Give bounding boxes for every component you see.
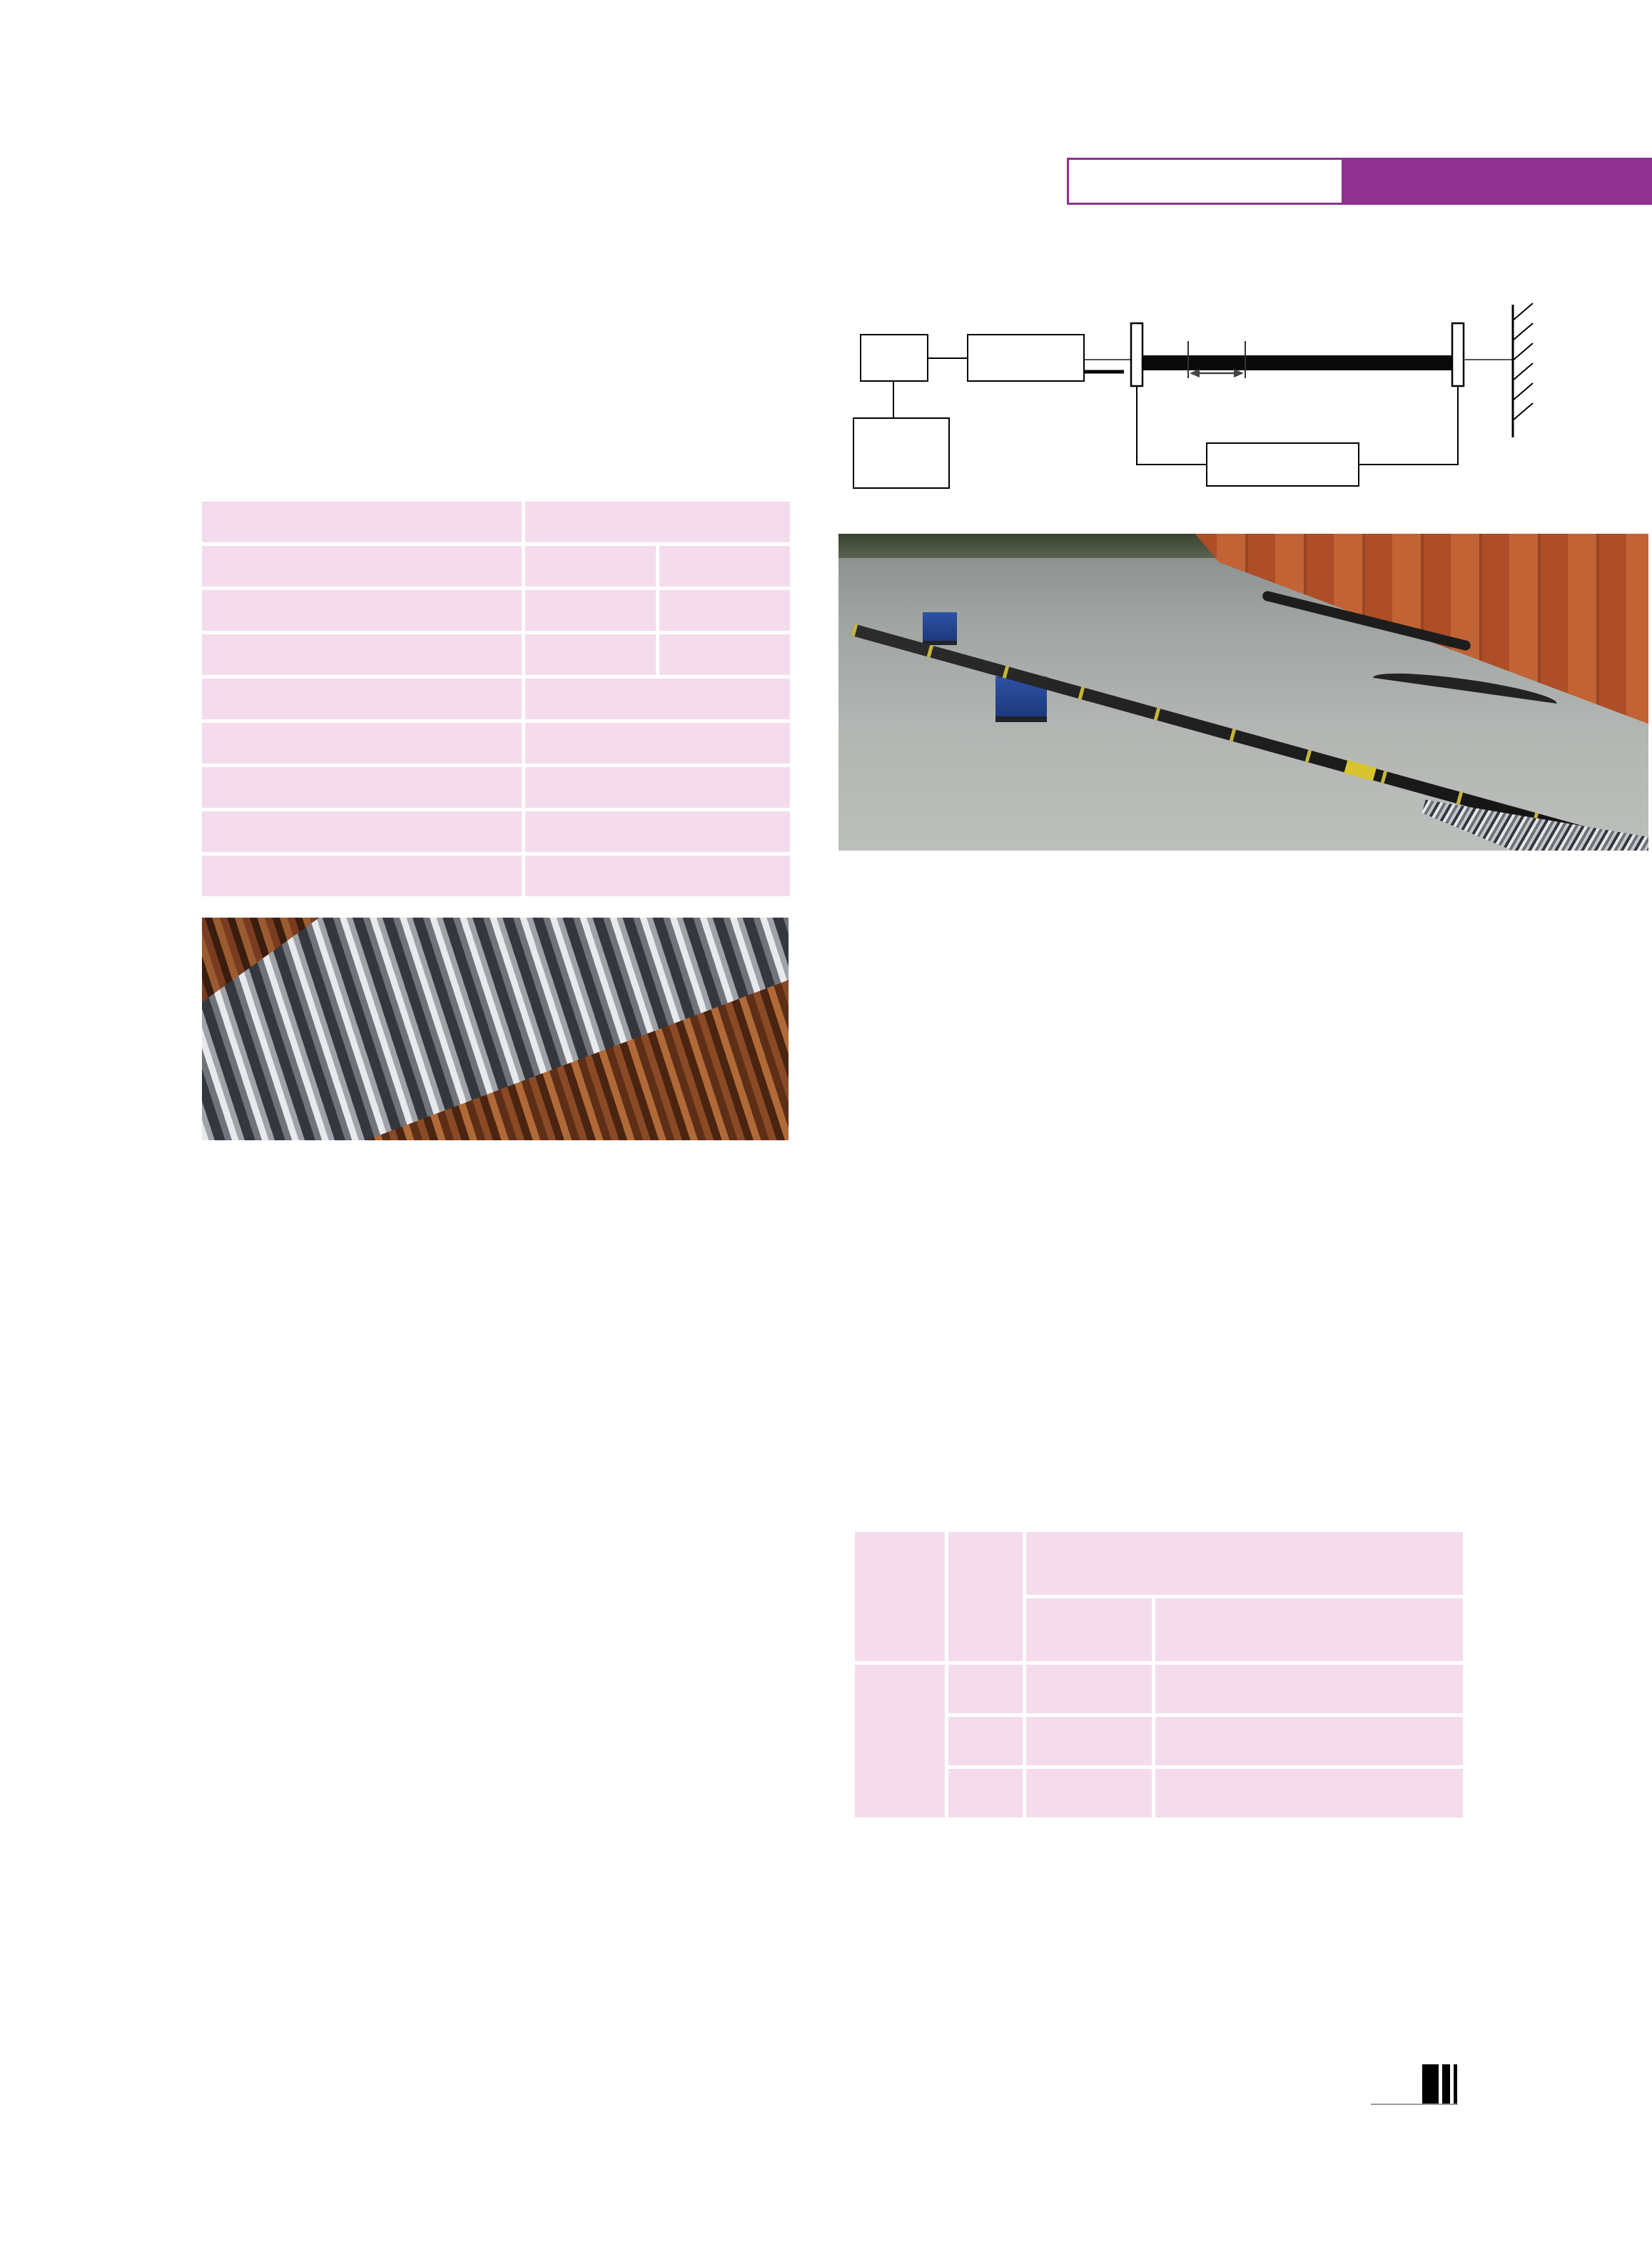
cell-param	[202, 856, 522, 896]
armor-wire-parameter-table	[198, 498, 794, 900]
header-test-force	[1026, 1532, 1463, 1595]
table-row	[202, 811, 790, 852]
table-row	[855, 1717, 1463, 1765]
paragraph-line	[842, 1855, 1466, 1906]
splayed-wires	[1412, 765, 1648, 851]
header-sample-length	[855, 1532, 945, 1661]
paragraph-line	[202, 1681, 800, 1732]
cell-value	[659, 546, 790, 587]
traction-device-box	[860, 334, 928, 382]
paragraph-line	[202, 1377, 800, 1428]
table3-header-param	[202, 502, 522, 542]
cell-param	[202, 811, 522, 852]
paragraph-line	[842, 1322, 1466, 1373]
cell-preload	[1026, 1769, 1152, 1817]
table-row	[855, 1665, 1463, 1713]
table-row	[202, 723, 790, 764]
cell-param	[202, 767, 522, 808]
cell-value	[659, 634, 790, 675]
cell-value	[525, 590, 656, 631]
page-number-bar	[1422, 2064, 1439, 2105]
paragraph-line	[202, 1478, 800, 1529]
force-sensor-box	[967, 334, 1085, 382]
blue-cart	[923, 612, 957, 645]
cell-param	[202, 679, 522, 719]
cell-group	[948, 1769, 1023, 1817]
paragraph-line	[842, 1373, 1466, 1424]
displacement-device-box	[1206, 442, 1359, 487]
section-badge	[1067, 158, 1344, 205]
paragraph-4	[842, 1855, 1466, 2007]
cell-max	[1155, 1769, 1463, 1817]
field-test-photo	[838, 534, 1648, 851]
tensile-test-curve-chart	[849, 893, 1513, 1222]
paragraph-line	[202, 1580, 800, 1630]
paragraph-line	[202, 1428, 800, 1478]
cell-sample-length	[855, 1665, 945, 1817]
paragraph-line	[202, 1833, 800, 1884]
cell-value	[525, 679, 790, 719]
paragraph-line	[202, 1934, 800, 1985]
cell-value	[525, 634, 656, 675]
paragraph-line	[202, 1630, 800, 1681]
yellow-band	[1344, 760, 1377, 781]
cell-max	[1155, 1665, 1463, 1713]
page-number-bar	[1454, 2064, 1457, 2105]
cell-group	[948, 1717, 1023, 1765]
paragraph-1	[202, 303, 800, 465]
paragraph-3	[842, 1272, 1466, 1474]
cell-value	[659, 590, 790, 631]
cell-value	[525, 856, 790, 896]
paragraph-line	[842, 1424, 1466, 1474]
paragraph-line	[202, 303, 800, 357]
table-row	[202, 767, 790, 808]
table-row	[855, 1769, 1463, 1817]
cell-preload	[1026, 1717, 1152, 1765]
cell-max	[1155, 1717, 1463, 1765]
table-row	[855, 1532, 1463, 1595]
table-row	[202, 634, 790, 675]
header-max	[1155, 1598, 1463, 1661]
paragraph-2	[202, 1377, 800, 2036]
armor-material-photo	[202, 918, 789, 1140]
tensile-test-parameter-table	[851, 1528, 1466, 1821]
page-number-bar	[1442, 2064, 1450, 2105]
table-row	[202, 546, 790, 587]
table-row	[202, 502, 790, 542]
cell-param	[202, 590, 522, 631]
paragraph-line	[202, 1884, 800, 1934]
cell-param	[202, 723, 522, 764]
cell-value	[525, 546, 656, 587]
paragraph-line	[842, 1272, 1466, 1322]
paragraph-line	[202, 411, 800, 465]
header-bar	[1344, 158, 1652, 205]
chart-canvas	[849, 893, 1513, 1222]
copper-wires-region	[202, 918, 789, 1140]
cell-value	[525, 811, 790, 852]
table3-header-value	[525, 502, 790, 542]
table-row	[202, 590, 790, 631]
header-preload	[1026, 1598, 1152, 1661]
cell-preload	[1026, 1665, 1152, 1713]
paragraph-line	[202, 1529, 800, 1580]
table-row	[202, 856, 790, 896]
cell-value	[525, 767, 790, 808]
paragraph-line	[202, 1782, 800, 1833]
table-row	[855, 1598, 1463, 1661]
cell-param	[202, 634, 522, 675]
paragraph-line	[842, 1957, 1466, 2007]
paragraph-line	[202, 1985, 800, 2036]
cell-value	[525, 723, 790, 764]
paragraph-line	[202, 1732, 800, 1782]
paragraph-line	[842, 1906, 1466, 1957]
cell-param	[202, 546, 522, 587]
header-test-group	[948, 1532, 1023, 1661]
computer-control-box	[853, 417, 950, 489]
table-row	[202, 679, 790, 719]
tensile-test-schematic	[849, 296, 1652, 498]
footer-rule	[1371, 2104, 1458, 2105]
paragraph-line	[202, 357, 800, 411]
cell-group	[948, 1665, 1023, 1713]
